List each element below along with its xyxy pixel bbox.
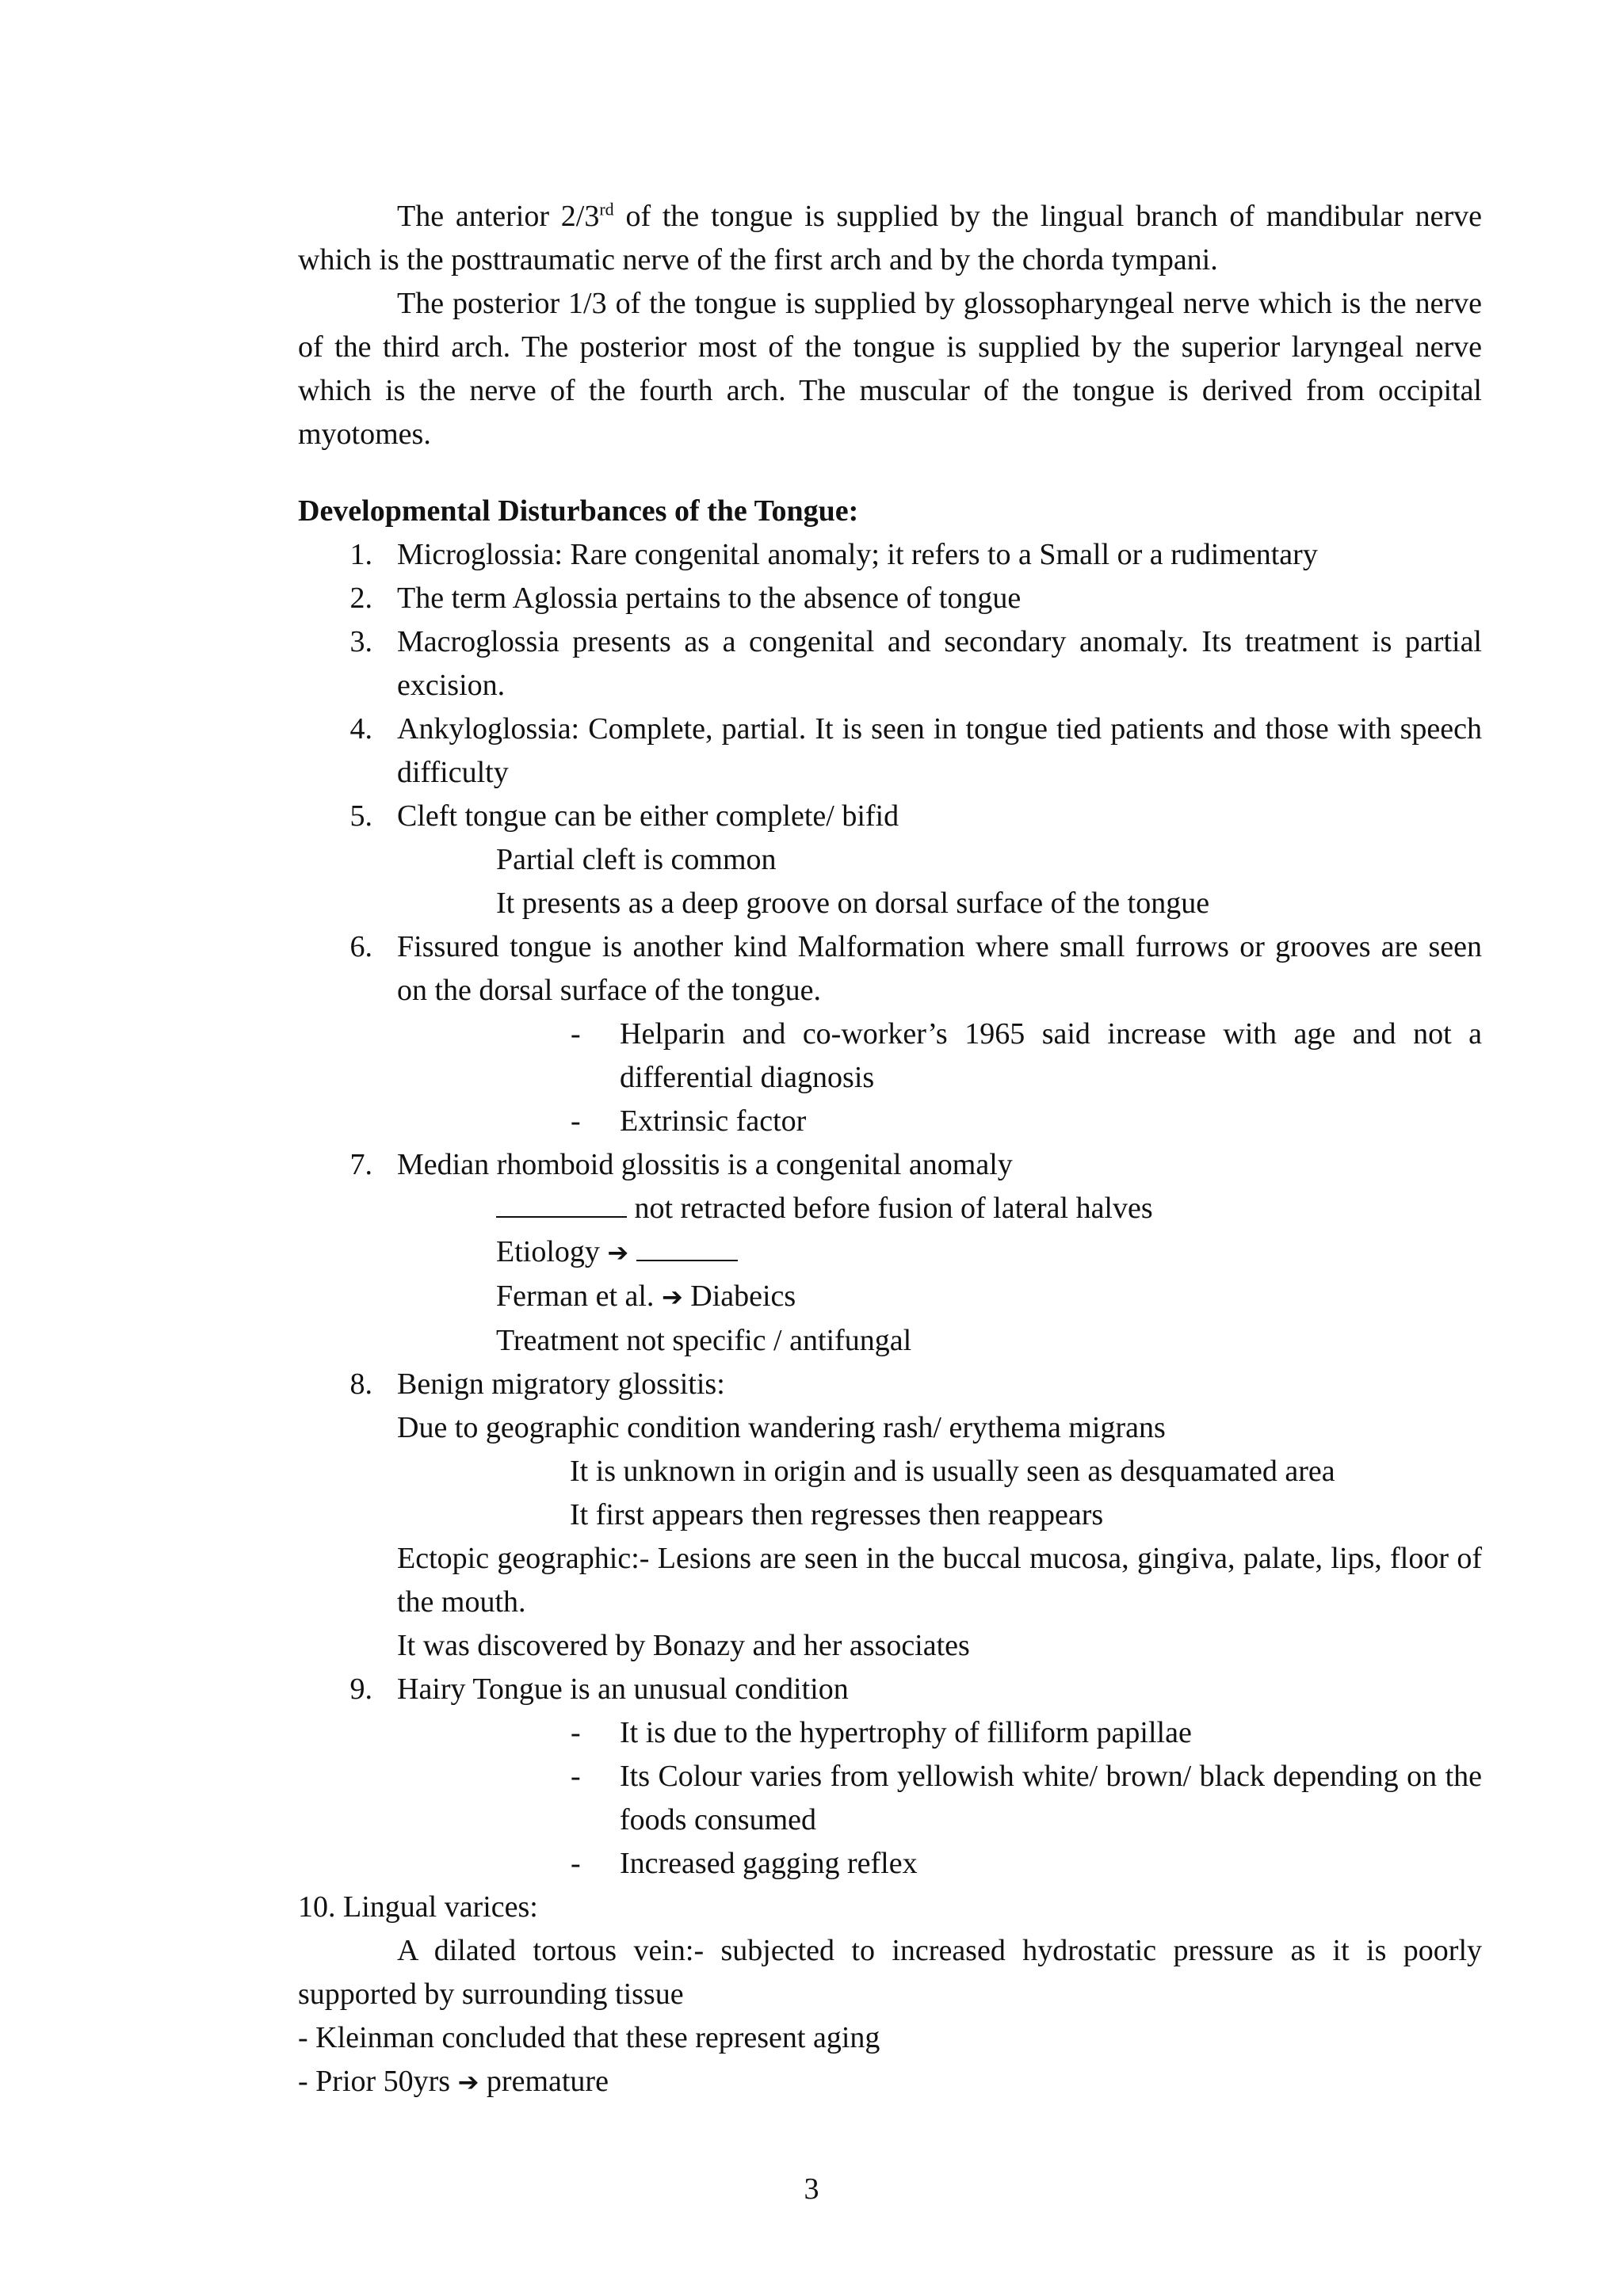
text-column [298, 195, 1482, 2104]
list-item-text: Macroglossia presents as a congenital and secondary anomaly. Its treatment is partial excision. [397, 625, 1482, 702]
list-number: 9. [349, 1672, 372, 1706]
list-item [298, 925, 1482, 1143]
list-item-text: The term Aglossia pertains to the absence of tongue [397, 582, 1022, 615]
bullet-text: It is due to the hypertrophy of filliform papillae [620, 1716, 1192, 1749]
text-span: Ferman et al. [496, 1280, 655, 1313]
list-item [298, 620, 1482, 707]
fill-blank [496, 1192, 627, 1218]
arrow-icon: ➔ [661, 1282, 683, 1312]
dash-bullet [397, 1755, 1482, 1842]
list-item-text: Fissured tongue is another kind Malformation where small furrows or grooves are seen on the dorsal surface of the tongue. [397, 930, 1482, 1007]
sub-line: It first appears then regresses then reappears [570, 1498, 1104, 1531]
list-item [298, 795, 1482, 925]
list-item-text: Ankyloglossia: Complete, partial. It is seen in tongue tied patients and those with speech difficulty [397, 712, 1482, 789]
text-span: premature [486, 2065, 609, 2098]
dash-bullet [397, 1013, 1482, 1100]
paragraph-posterior: The posterior 1/3 of the tongue is supplied by glossopharyngeal nerve which is the nerve of the third arch. The posterior most of the tongue is supplied by the superior laryngeal nerve which is the nerve of the fourth arch. The muscular of the tongue is derived from occipital myotomes. [298, 287, 1482, 451]
item10-line: - Kleinman concluded that these represent aging [298, 2021, 880, 2054]
dash-marker: - [571, 1847, 581, 1880]
sub-line: Ectopic geographic:- Lesions are seen in the buccal mucosa, gingiva, palate, lips, floor of the mouth. [397, 1542, 1482, 1619]
bullet-text: Increased gagging reflex [620, 1847, 918, 1880]
dash-bullet [397, 1100, 1482, 1143]
list-number: 3. [349, 625, 372, 658]
text-span: Diabeics [690, 1280, 796, 1313]
dash-marker: - [571, 1104, 581, 1138]
text-span: - Prior 50yrs [298, 2065, 451, 2098]
list-item [298, 533, 1482, 577]
item10-line [298, 2060, 1482, 2104]
fill-blank [636, 1236, 738, 1261]
arrow-icon: ➔ [457, 2067, 479, 2097]
bullet-text: Helparin and co-worker’s 1965 said increase with age and not a differential diagnosis [620, 1017, 1482, 1094]
page-number: 3 [804, 2172, 819, 2206]
list-number: 5. [349, 799, 372, 833]
text-span: not retracted before fusion of lateral halves [627, 1192, 1153, 1225]
list-number: 7. [349, 1148, 372, 1181]
text-span: of the tongue is supplied by the lingual branch of mandibular nerve which is the posttraumatic nerve of the first arch and by the chorda tympani. [298, 200, 1482, 277]
bullet-text: Its Colour varies from yellowish white/ brown/ black depending on the foods consumed [620, 1760, 1482, 1836]
dash-marker: - [571, 1760, 581, 1793]
section-heading: Developmental Disturbances of the Tongue: [298, 494, 859, 528]
text-span: Etiology [496, 1235, 600, 1268]
list-number: 2. [349, 582, 372, 615]
sub-line: Due to geographic condition wandering rash/ erythema migrans [397, 1411, 1166, 1444]
sub-line: Treatment not specific / antifungal [496, 1324, 912, 1357]
dash-marker: - [571, 1716, 581, 1749]
disturbance-list [298, 533, 1482, 1886]
list-number: 8. [349, 1367, 372, 1401]
list-item-text: Benign migratory glossitis: [397, 1367, 725, 1401]
bullet-text: Extrinsic factor [620, 1104, 807, 1138]
sub-line: It presents as a deep groove on dorsal surface of the tongue [496, 887, 1210, 920]
sub-line [397, 1187, 1482, 1230]
list-item [298, 1143, 1482, 1363]
list-number: 6. [349, 930, 372, 963]
dash-bullet [397, 1711, 1482, 1755]
list-item [298, 707, 1482, 795]
sub-line [397, 1230, 1482, 1275]
sub-line: It was discovered by Bonazy and her associates [397, 1629, 970, 1662]
list-number: 4. [349, 712, 372, 746]
list-item [298, 1668, 1482, 1886]
list-item-text: Hairy Tongue is an unusual condition [397, 1672, 849, 1706]
dash-bullet [397, 1842, 1482, 1886]
list-item [298, 577, 1482, 620]
text-span: The anterior 2/3 [397, 200, 600, 233]
item10-title: 10. Lingual varices: [298, 1890, 538, 1924]
arrow-icon: ➔ [607, 1238, 629, 1268]
item10-paragraph: A dilated tortous vein:- subjected to increased hydrostatic pressure as it is poorly supported by surrounding tissue [298, 1934, 1482, 2011]
superscript: rd [599, 199, 614, 219]
list-item-text: Microglossia: Rare congenital anomaly; it refers to a Small or a rudimentary [397, 538, 1318, 571]
list-item-text: Cleft tongue can be either complete/ bifid [397, 799, 899, 833]
list-item-text: Median rhomboid glossitis is a congenital anomaly [397, 1148, 1013, 1181]
paragraph-anterior [298, 195, 1482, 282]
sub-line [397, 1275, 1482, 1319]
dash-marker: - [571, 1017, 581, 1051]
list-item [298, 1363, 1482, 1668]
list-number: 1. [349, 538, 372, 571]
sub-line: Partial cleft is common [496, 843, 777, 876]
sub-line: It is unknown in origin and is usually seen as desquamated area [570, 1455, 1335, 1488]
